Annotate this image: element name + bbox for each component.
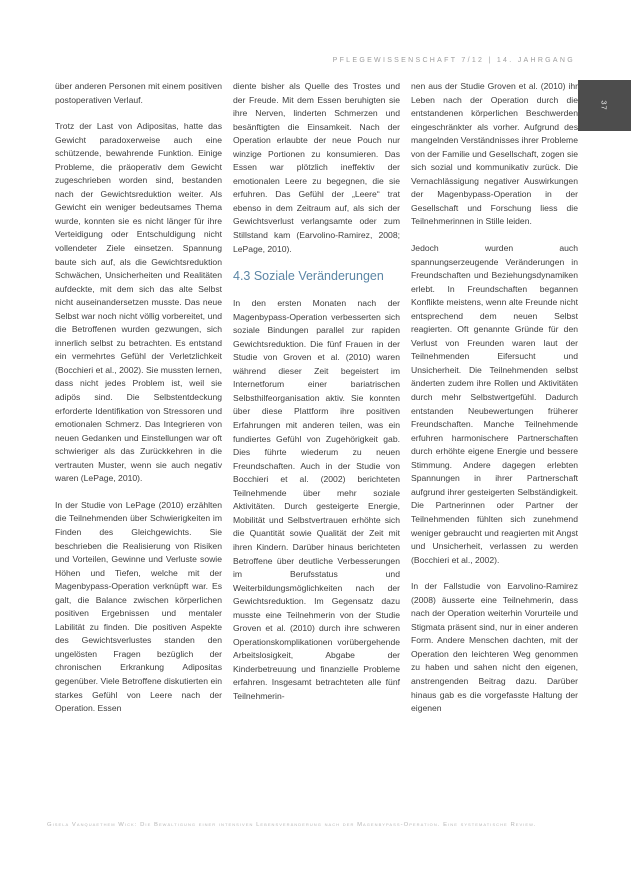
paragraph: Jedoch wurden auch spannungserzeugende Veränderungen in Freundschaften und Beziehungsdynamiken erlebt. In Freundschaften begannen Konflikte meistens, wenn alte Freunde nicht entsprechend dem neuen Selbst reagierten. Oft genannte Gründe für den Verlust von Freunden waren laut der Teilnehmenden Eifersucht und Unsicherheit. Die Teilnehmenden selbst änderten zudem ihre Rollen und Aktivitäten durch mehr Selbstwertgefühl. Dadurch entstanden Neubewertungen früherer Freundschaften. Manche Teilnehmende erfuhren harmonischere Partnerschaften durch erhöhte eigene Energie und bessere Stimmung. Andere dagegen erlebten Spannungen in ihrer Partnerschaft aufgrund ihrer gesteigerten Selbständigkeit. Die Partnerinnen oder Partner der Teilnehmenden fühlten sich zunehmend weniger gebraucht und reagierten mit Angst und Unsicherheit, verlassen zu werden (Bocchieri et al., 2002).: [411, 243, 578, 565]
section-heading-soziale-veraenderungen: 4.3 Soziale Veränderungen: [233, 269, 384, 284]
paragraph: In der Fallstudie von Earvolino-Ramirez (2008) äusserte eine Teilnehmerin, dass nach der Operation weiterhin Vorurteile und Stigmata präsent sind, nur in einer anderen Form. Andere Menschen dachten, mit der Operation den leichteren Weg genommen zu haben und sahen nicht den eigenen, anstrengenden Beitrag dazu. Darüber hinaus gab es die vorgefasste Haltung der eigenen: [411, 581, 578, 714]
paragraph: über anderen Personen mit einem positiven postoperativen Verlauf.: [55, 81, 222, 105]
journal-header-line: PFLEGEWISSENSCHAFT 7/12 | 14. JAHRGANG: [332, 57, 575, 64]
column-1: [55, 80, 222, 716]
page-footer-line: Gisela Vanquaethem Wick: Die Bewältigung einer intensiven Lebensveränderung nach der Magenbypass-Operation. Eine systematische Review.: [47, 822, 537, 828]
column-3: [411, 80, 578, 716]
paragraph: Trotz der Last von Adipositas, hatte das Gewicht paradoxerweise auch eine schützende, bewahrende Funktion. Einige Probleme, die präoperativ dem Gewicht zugeschrieben worden sind, bestanden nach der Gewichtsreduktion weiter. Als Gewicht ein weniger bedeutsames Thema wurde, konnten sie es nicht länger für ihre Verteidigung oder Entschuldigung nicht vollendeter Ziele einsetzen. Spannung baute sich auf, als die Gewichtsreduktion Schwächen, Unsicherheiten und Realitäten aufdeckte, mit dem sich das alte Selbst nicht auseinandersetzen musste. Das neue Selbst war noch nicht völlig vorbereitet, und die Betroffenen wurden gezwungen, sich innerlich selbst zu betrachten. Es entstand ein vermehrtes Gefühl der Verletzlichkeit (Bocchieri et al., 2002). Sie mussten lernen, dass nicht jedes Problem ist, weil sie adipös sind. Die Selbstentdeckung erforderte Identifikation von Stressoren und emotionalen Schmerz. Das Integrieren von neuen Gedanken und Einstellungen war oft schwieriger als das Zurückkehren in die vertrauten Muster, wenn sie auch negativ waren (LePage, 2010).: [55, 121, 222, 484]
paragraph: diente bisher als Quelle des Trostes und der Freude. Mit dem Essen beruhigten sie ihre Nerven, linderten Schmerzen und besänftigten die Einsamkeit. Nach der Operation erlaubte der neue Pouch nur winzige Portionen zu konsumieren. Das Essen war plötzlich ineffektiv der emotionalen Leere zu begegnen, die sie erfuhren. Das Gefühl der „Leere“ trat ebenso in dem Zeitraum auf, als sich der Gewichtsverlust verlangsamte oder zum Stillstand kam (Earvolino-Ramirez, 2008; LePage, 2010).: [233, 81, 400, 254]
page-number-tab: [578, 80, 631, 131]
text-columns: [55, 80, 577, 716]
column-2: [233, 80, 400, 716]
paragraph: In den ersten Monaten nach der Magenbypass-Operation verbesserten sich soziale Bindungen parallel zur rapiden Gewichtsreduktion. Die fünf Frauen in der Studie von Groven et al. (2010) waren während dieser Zeit begeistert im Internetforum einer bariatrischen Selbsthilfeorganisation aktiv. Sie konnten über diese Plattform ihre positiven Erfahrungen mit anderen teilen, was ein fundiertes Gefühl von Zugehörigkeit gab. Dies führte wiederum zu neuen Freundschaften. Auch in der Studie von Bocchieri et al. (2002) berichteten Teilnehmende über mehr soziale Aktivitäten. Durch gesteigerte Energie, Mobilität und Selbstvertrauen erhöhte sich die Quantität sowie Qualität der Zeit mit ihren Kindern. Darüber hinaus berichteten Betroffene über deutliche Verbesserungen im Berufsstatus und Weiterbildungsmöglichkeiten nach der Gewichtsreduktion. Im Gegensatz dazu musste eine Teilnehmerin von der Studie Groven et al. (2010) durch ihre schweren Operationskomplikationen vorübergehende Arbeitslosigkeit, Abgabe der Kinderbetreuung und finanzielle Probleme erfahren. Insgesamt betrachteten alle fünf Teilnehmerin-: [233, 298, 400, 701]
paragraph: nen aus der Studie Groven et al. (2010) ihr Leben nach der Operation durch die entstandenen körperlichen Beschwerden eingeschränkter als vorher. Aufgrund des mangelnden Verständnisses ihrer Probleme von der Familie und Gesellschaft, zogen sie sich sozial und kommunikativ zurück. Die Vernachlässigung negativer Auswirkungen der Magenbypass-Operation in der Gesellschaft und Forschung liess die Teilnehmerinnen in Stille leiden.: [411, 81, 578, 227]
page-number: 37: [600, 100, 609, 111]
paragraph: In der Studie von LePage (2010) erzählten die Teilnehmenden über Schwierigkeiten im Finden des Gleichgewichts. Sie beschrieben die Realisierung von Risiken und Vorteilen, Gewinne und Verluste sowie Höhen und Tiefen, welche mit der Magenbypass-Operation verknüpft war. Es galt, die Balance zwischen körperlichen positiven Ergebnissen und mentaler Labilität zu finden. Die positiven Aspekte des Gewichtsverlustes standen den ungelösten Fragen bezüglich der chronischen Erkrankung Adipositas gegenüber. Viele Betroffene diskutierten ein starkes Gefühl von Leere nach der Operation. Essen: [55, 499, 222, 714]
